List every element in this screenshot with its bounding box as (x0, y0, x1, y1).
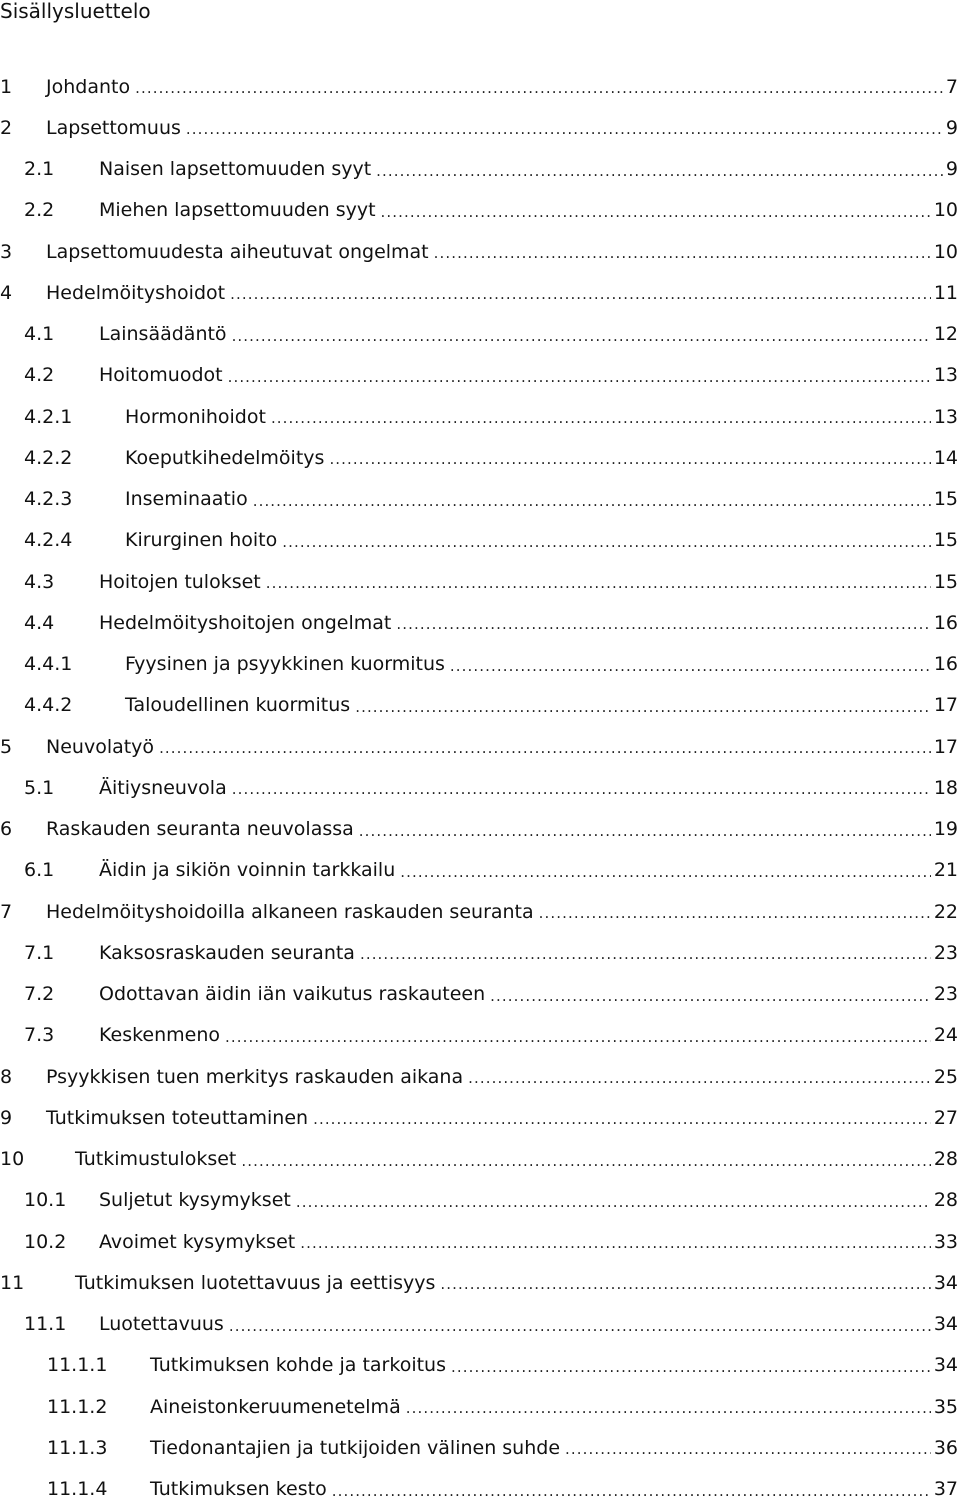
toc-dot-leader (451, 1358, 931, 1377)
toc-entry-label: Lainsäädäntö (99, 323, 227, 346)
toc-entry[interactable] (0, 231, 958, 272)
toc-dot-leader (300, 1234, 931, 1253)
toc-dot-leader (282, 533, 931, 552)
toc-entry-page-number: 9 (945, 116, 958, 139)
toc-entry-number: 4.2.3 (24, 488, 73, 511)
toc-entry-label: Neuvolatyö (46, 735, 155, 758)
toc-dot-leader (230, 285, 931, 304)
toc-entry-number: 2 (0, 116, 13, 139)
toc-entry[interactable] (0, 1427, 958, 1468)
toc-entry[interactable] (0, 767, 958, 808)
toc-entry-label: Tutkimuksen kesto (150, 1478, 327, 1501)
toc-entry-page-number: 17 (933, 694, 958, 717)
toc-entry[interactable] (0, 1015, 958, 1056)
toc-entry-number: 5 (0, 735, 13, 758)
toc-entry-label: Aineistonkeruumenetelmä (150, 1395, 401, 1418)
table-of-contents (0, 66, 958, 1510)
toc-entry-number: 6 (0, 818, 13, 841)
toc-entry-page-number: 37 (933, 1478, 958, 1501)
toc-entry-page-number: 14 (933, 446, 958, 469)
toc-entry-number: 4.3 (24, 570, 55, 593)
toc-entry-number: 4.1 (24, 323, 55, 346)
toc-entry-page-number: 15 (933, 488, 958, 511)
toc-entry[interactable] (0, 602, 958, 643)
toc-dot-leader (229, 1317, 931, 1336)
toc-entry-label: Hoitomuodot (99, 364, 223, 387)
toc-entry-label: Hoitojen tulokset (99, 570, 261, 593)
toc-entry-page-number: 18 (933, 776, 958, 799)
toc-entry-page-number: 15 (933, 529, 958, 552)
toc-dot-leader (539, 904, 931, 923)
toc-entry-page-number: 12 (933, 323, 958, 346)
toc-entry[interactable] (0, 190, 958, 231)
toc-entry-number: 8 (0, 1065, 13, 1088)
toc-dot-leader (271, 409, 931, 428)
toc-entry-label: Tiedonantajien ja tutkijoiden välinen suhde (150, 1436, 561, 1459)
toc-dot-leader (232, 327, 931, 346)
toc-entry[interactable] (0, 850, 958, 891)
toc-entry-page-number: 34 (933, 1313, 958, 1336)
toc-entry-label: Lapsettomuudesta aiheutuvat ongelmat (46, 240, 429, 263)
toc-entry-page-number: 36 (933, 1436, 958, 1459)
toc-entry-label: Johdanto (46, 75, 131, 98)
toc-entry[interactable] (0, 974, 958, 1015)
toc-entry-page-number: 34 (933, 1354, 958, 1377)
toc-dot-leader (359, 822, 931, 841)
toc-entry-page-number: 13 (933, 405, 958, 428)
toc-entry-page-number: 9 (945, 158, 958, 181)
toc-entry[interactable] (0, 1304, 958, 1345)
toc-entry-page-number: 28 (933, 1189, 958, 1212)
toc-dot-leader (135, 79, 943, 98)
toc-entry-page-number: 15 (933, 570, 958, 593)
toc-entry[interactable] (0, 726, 958, 767)
toc-dot-leader (468, 1069, 931, 1088)
toc-entry-number: 11.1.2 (47, 1395, 108, 1418)
toc-dot-leader (253, 492, 931, 511)
toc-entry-page-number: 10 (933, 199, 958, 222)
toc-entry-number: 11 (0, 1271, 25, 1294)
toc-entry-number: 4 (0, 281, 13, 304)
toc-dot-leader (241, 1152, 930, 1171)
toc-entry-page-number: 16 (933, 653, 958, 676)
toc-entry[interactable] (0, 1221, 958, 1262)
page-title: Sisällysluettelo (0, 0, 151, 23)
toc-entry-page-number: 23 (933, 941, 958, 964)
toc-entry-number: 11.1 (24, 1313, 67, 1336)
toc-dot-leader (396, 615, 930, 634)
toc-entry-page-number: 34 (933, 1271, 958, 1294)
toc-entry-number: 7.1 (24, 941, 55, 964)
toc-entry-label: Suljetut kysymykset (99, 1189, 291, 1212)
toc-entry-page-number: 17 (933, 735, 958, 758)
toc-entry-page-number: 28 (933, 1148, 958, 1171)
toc-entry[interactable] (0, 272, 958, 313)
toc-entry-label: Raskauden seuranta neuvolassa (46, 818, 354, 841)
toc-entry-page-number: 13 (933, 364, 958, 387)
toc-entry[interactable] (0, 149, 958, 190)
toc-entry-number: 4.2 (24, 364, 55, 387)
toc-entry-number: 3 (0, 240, 13, 263)
toc-entry[interactable] (0, 932, 958, 973)
toc-entry[interactable] (0, 891, 958, 932)
toc-entry-page-number: 10 (933, 240, 958, 263)
toc-entry-label: Koeputkihedelmöitys (125, 446, 325, 469)
toc-entry[interactable] (0, 685, 958, 726)
toc-entry-page-number: 11 (933, 281, 958, 304)
toc-entry-number: 10.1 (24, 1189, 67, 1212)
toc-entry[interactable] (0, 1345, 958, 1386)
toc-entry-label: Keskenmeno (99, 1024, 221, 1047)
toc-entry-number: 7.3 (24, 1024, 55, 1047)
toc-entry-label: Psyykkisen tuen merkitys raskauden aikana (46, 1065, 464, 1088)
toc-entry-number: 4.2.1 (24, 405, 73, 428)
toc-entry-label: Miehen lapsettomuuden syyt (99, 199, 376, 222)
toc-entry[interactable] (0, 396, 958, 437)
toc-entry-label: Luotettavuus (99, 1313, 224, 1336)
toc-entry-number: 10.2 (24, 1230, 67, 1253)
toc-entry[interactable] (0, 1180, 958, 1221)
toc-entry-page-number: 35 (933, 1395, 958, 1418)
toc-entry-number: 11.1.4 (47, 1478, 108, 1501)
toc-entry-label: Naisen lapsettomuuden syyt (99, 158, 372, 181)
toc-entry-label: Hedelmöityshoidoilla alkaneen raskauden seuranta (46, 900, 534, 923)
toc-dot-leader (186, 120, 943, 139)
toc-entry-page-number: 22 (933, 900, 958, 923)
toc-entry-label: Äidin ja sikiön voinnin tarkkailu (99, 859, 396, 882)
toc-dot-leader (232, 780, 931, 799)
toc-entry-number: 4.4.2 (24, 694, 73, 717)
toc-entry-label: Kaksosraskauden seuranta (99, 941, 355, 964)
toc-dot-leader (225, 1028, 931, 1047)
toc-entry[interactable] (0, 809, 958, 850)
toc-entry-label: Lapsettomuus (46, 116, 181, 139)
toc-entry-page-number: 19 (933, 818, 958, 841)
toc-entry-number: 10 (0, 1148, 25, 1171)
toc-dot-leader (266, 574, 931, 593)
toc-entry-number: 2.2 (24, 199, 55, 222)
toc-entry-label: Kirurginen hoito (125, 529, 278, 552)
toc-dot-leader (228, 368, 931, 387)
toc-entry-label: Tutkimuksen kohde ja tarkoitus (150, 1354, 446, 1377)
toc-entry[interactable] (0, 1469, 958, 1510)
toc-entry-number: 11.1.1 (47, 1354, 108, 1377)
toc-entry-label: Hedelmöityshoidot (46, 281, 226, 304)
toc-dot-leader (381, 203, 931, 222)
toc-dot-leader (360, 945, 931, 964)
toc-dot-leader (490, 987, 931, 1006)
toc-dot-leader (434, 244, 931, 263)
toc-dot-leader (332, 1482, 931, 1501)
toc-dot-leader (565, 1440, 931, 1459)
toc-entry[interactable] (0, 437, 958, 478)
toc-dot-leader (296, 1193, 931, 1212)
toc-entry-number: 4.2.4 (24, 529, 73, 552)
toc-dot-leader (376, 162, 943, 181)
toc-entry-number: 11.1.3 (47, 1436, 108, 1459)
toc-entry-label: Fyysinen ja psyykkinen kuormitus (125, 653, 445, 676)
toc-entry-number: 7 (0, 900, 13, 923)
toc-entry[interactable] (0, 66, 958, 107)
toc-entry[interactable] (0, 314, 958, 355)
toc-entry-label: Taloudellinen kuormitus (125, 694, 351, 717)
toc-entry-label: Hormonihoidot (125, 405, 266, 428)
toc-dot-leader (329, 450, 930, 469)
toc-entry[interactable] (0, 520, 958, 561)
toc-dot-leader (159, 739, 931, 758)
toc-entry[interactable] (0, 1139, 958, 1180)
toc-entry-number: 2.1 (24, 158, 55, 181)
toc-entry-label: Inseminaatio (125, 488, 248, 511)
toc-dot-leader (450, 657, 931, 676)
toc-entry-number: 7.2 (24, 983, 55, 1006)
toc-entry[interactable] (0, 561, 958, 602)
toc-entry-page-number: 16 (933, 611, 958, 634)
toc-entry-number: 6.1 (24, 859, 55, 882)
toc-entry-page-number: 7 (945, 75, 958, 98)
toc-entry-label: Tutkimuksen toteuttaminen (46, 1106, 309, 1129)
toc-entry[interactable] (0, 1386, 958, 1427)
toc-entry[interactable] (0, 355, 958, 396)
toc-dot-leader (355, 698, 931, 717)
toc-entry-label: Tutkimustulokset (75, 1148, 237, 1171)
toc-entry-label: Tutkimuksen luotettavuus ja eettisyys (75, 1271, 436, 1294)
toc-entry-number: 1 (0, 75, 13, 98)
toc-dot-leader (440, 1275, 930, 1294)
toc-entry-label: Hedelmöityshoitojen ongelmat (99, 611, 392, 634)
toc-entry-number: 4.4.1 (24, 653, 73, 676)
toc-entry-page-number: 21 (933, 859, 958, 882)
toc-entry[interactable] (0, 1097, 958, 1138)
toc-entry-number: 4.2.2 (24, 446, 73, 469)
toc-entry-page-number: 27 (933, 1106, 958, 1129)
toc-entry-number: 9 (0, 1106, 13, 1129)
toc-dot-leader (406, 1399, 931, 1418)
toc-dot-leader (313, 1110, 931, 1129)
toc-entry-label: Avoimet kysymykset (99, 1230, 296, 1253)
toc-entry-page-number: 23 (933, 983, 958, 1006)
toc-entry[interactable] (0, 479, 958, 520)
toc-entry-number: 5.1 (24, 776, 55, 799)
toc-entry[interactable] (0, 1056, 958, 1097)
toc-dot-leader (400, 863, 931, 882)
toc-entry[interactable] (0, 1262, 958, 1303)
toc-entry-page-number: 33 (933, 1230, 958, 1253)
toc-entry-label: Äitiysneuvola (99, 776, 227, 799)
toc-entry-label: Odottavan äidin iän vaikutus raskauteen (99, 983, 486, 1006)
toc-entry-number: 4.4 (24, 611, 55, 634)
toc-entry[interactable] (0, 107, 958, 148)
toc-entry-page-number: 25 (933, 1065, 958, 1088)
toc-entry-page-number: 24 (933, 1024, 958, 1047)
toc-entry[interactable] (0, 644, 958, 685)
